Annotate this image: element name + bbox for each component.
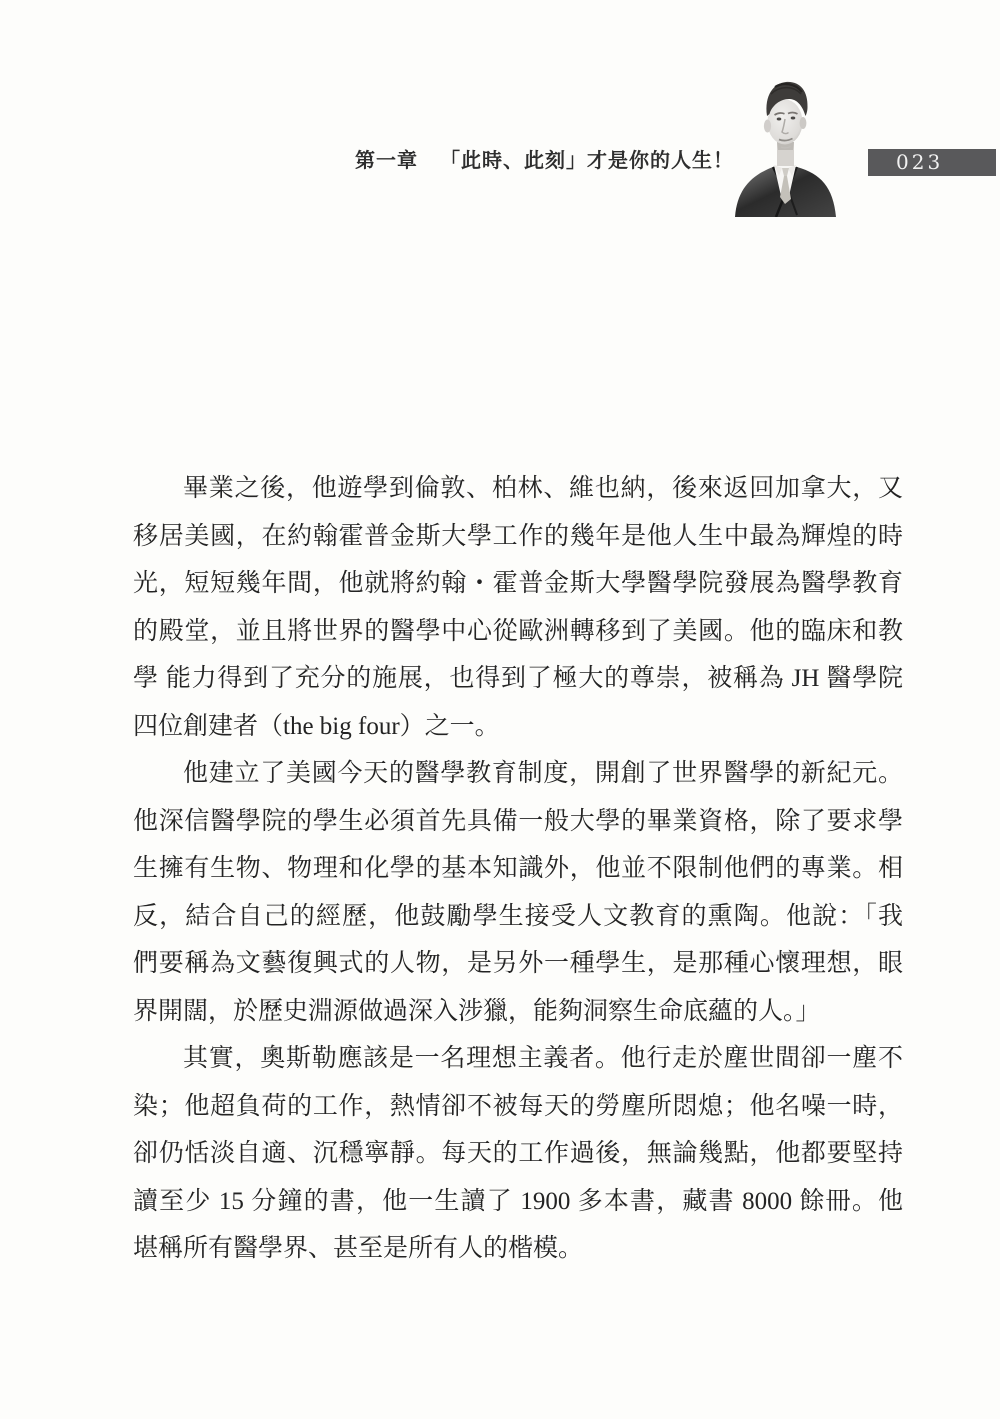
chapter-title: 「此時、此刻」才是你的人生！ (440, 150, 734, 172)
text-line: 生擁有生物、物理和化學的基本知識外，他並不限制他們的專業。相 (133, 855, 903, 882)
text-line: 他深信醫學院的學生必須首先具備一般大學的畢業資格，除了要求學 (133, 807, 903, 835)
text-line: 光，短短幾年間，他就將約翰・霍普金斯大學醫學院發展為醫學教育 (133, 570, 903, 597)
paragraph (133, 465, 903, 750)
text-line: 其實，奧斯勒應該是一名理想主義者。他行走於塵世間卻一塵不 (183, 1045, 903, 1072)
paragraph (133, 750, 903, 1035)
text-line: 四位創建者（the big four）之一。 (133, 712, 500, 740)
page-number: 023 (896, 150, 944, 174)
text-line: 讀至少 15 分鐘的書，他一生讀了 1900 多本書，藏書 8000 餘冊。他 (133, 1187, 903, 1215)
chapter-label: 第一章 (355, 150, 418, 172)
body-text (133, 465, 903, 1273)
text-line: 反，結合自己的經歷，他鼓勵學生接受人文教育的熏陶。他說：「我 (133, 902, 903, 930)
page-number-badge (868, 149, 996, 176)
text-line: 染；他超負荷的工作，熱情卻不被每天的勞塵所悶熄；他名噪一時， (133, 1092, 903, 1120)
paragraph (133, 1035, 903, 1273)
text-line: 移居美國，在約翰霍普金斯大學工作的幾年是他人生中最為輝煌的時 (133, 522, 903, 550)
author-portrait-photo (727, 72, 843, 217)
running-head (355, 147, 734, 175)
text-line: 界開闊，於歷史淵源做過深入涉獵，能夠洞察生命底蘊的人。」 (133, 997, 821, 1025)
text-line: 的殿堂，並且將世界的醫學中心從歐洲轉移到了美國。他的臨床和教 (133, 617, 903, 645)
text-line: 畢業之後，他遊學到倫敦、柏林、維也納，後來返回加拿大，又 (183, 475, 903, 502)
text-line: 們要稱為文藝復興式的人物，是另外一種學生，是那種心懷理想，眼 (133, 950, 903, 977)
text-line: 學 能力得到了充分的施展，也得到了極大的尊崇，被稱為 JH 醫學院 (133, 665, 903, 692)
text-line: 堪稱所有醫學界、甚至是所有人的楷模。 (133, 1235, 584, 1262)
man-portrait-icon (727, 72, 843, 217)
text-line: 他建立了美國今天的醫學教育制度，開創了世界醫學的新紀元。 (183, 760, 903, 787)
text-line: 卻仍恬淡自適、沉穩寧靜。每天的工作過後，無論幾點，他都要堅持 (133, 1140, 903, 1167)
